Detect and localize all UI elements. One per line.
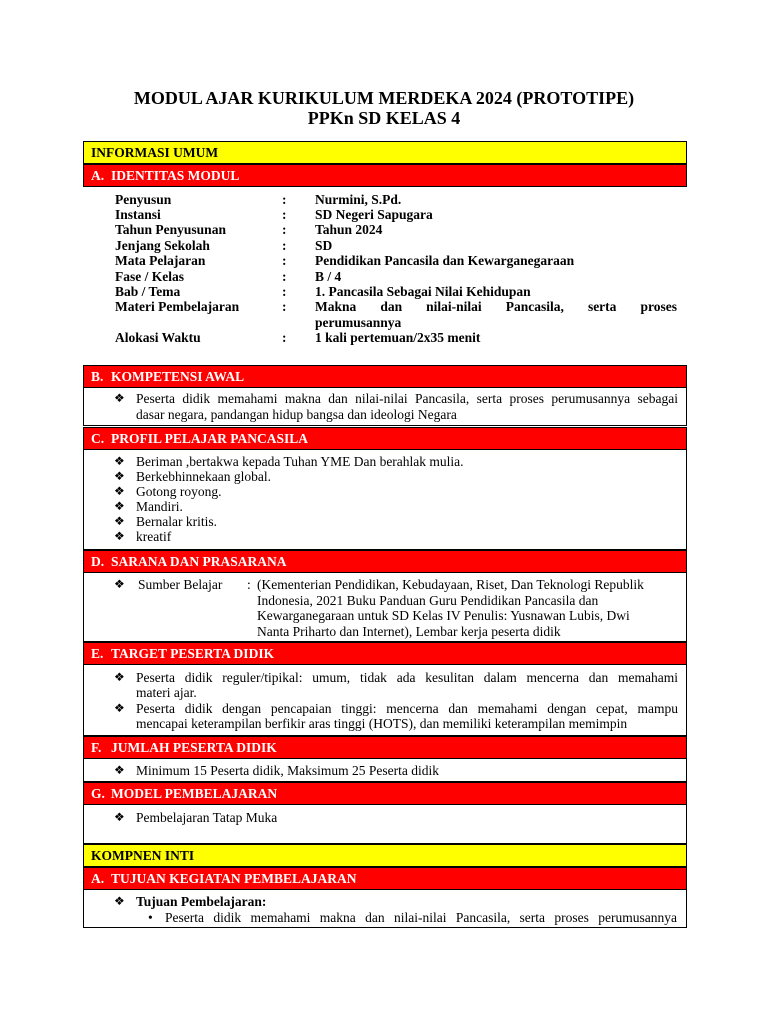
diamond-bullet-icon: ❖ xyxy=(114,810,125,824)
section-header-informasi-umum: INFORMASI UMUM xyxy=(83,141,687,164)
sumber-belajar-value: Indonesia, 2021 Buku Panduan Guru Pendidikan Pancasila dan xyxy=(257,593,599,608)
section-header-jumlah-peserta: F. JUMLAH PESERTA DIDIK xyxy=(83,736,687,759)
identity-colon: : xyxy=(282,299,287,314)
list-item-text: Peserta didik reguler/tipikal: umum, tidak ada kesulitan dalam mencerna dan memahami xyxy=(136,670,678,685)
section-header-komponen-inti: KOMPNEN INTI xyxy=(83,844,687,867)
identity-label: Penyusun xyxy=(115,192,172,207)
identity-colon: : xyxy=(282,238,287,253)
diamond-bullet-icon: ❖ xyxy=(114,529,125,543)
round-bullet-icon: • xyxy=(148,910,153,925)
document-title: MODUL AJAR KURIKULUM MERDEKA 2024 (PROTOTIPE) xyxy=(133,88,635,108)
diamond-bullet-icon: ❖ xyxy=(114,894,125,908)
diamond-bullet-icon: ❖ xyxy=(114,391,125,405)
identity-value: Tahun 2024 xyxy=(315,222,383,237)
list-item-text: mencapai keterampilan berfikir aras tinggi (HOTS), dan memiliki keterampilan memimpin xyxy=(136,716,628,731)
list-item-text: Bernalar kritis. xyxy=(136,514,217,529)
identity-colon: : xyxy=(282,330,287,345)
identity-colon: : xyxy=(282,192,287,207)
document-subtitle: PPKn SD KELAS 4 xyxy=(307,108,461,128)
identity-colon: : xyxy=(282,207,287,222)
list-item-text: Mandiri. xyxy=(136,499,183,514)
section-header-identitas-modul: A. IDENTITAS MODUL xyxy=(83,164,687,187)
identity-colon: : xyxy=(282,222,287,237)
list-item-text: Peserta didik memahami makna dan nilai-nilai Pancasila, serta proses perumusannya sebagai xyxy=(136,391,678,406)
sumber-belajar-value: Kewarganegaraan untuk SD Kelas IV Penulis: Yusnawan Lubis, Dwi xyxy=(257,608,630,623)
identity-label: Tahun Penyusunan xyxy=(115,222,226,237)
section-header-kompetensi-awal: B. KOMPETENSI AWAL xyxy=(83,365,687,388)
section-header-tujuan-kegiatan: A. TUJUAN KEGIATAN PEMBELAJARAN xyxy=(83,867,687,890)
identity-value: Pendidikan Pancasila dan Kewarganegaraan xyxy=(315,253,575,268)
list-item-text: materi ajar. xyxy=(136,685,197,700)
diamond-bullet-icon: ❖ xyxy=(114,701,125,715)
section-header-model-pembelajaran: G. MODEL PEMBELAJARAN xyxy=(83,782,687,805)
list-item-text: Peserta didik memahami makna dan nilai-nilai Pancasila, serta proses perumusannya xyxy=(165,910,677,925)
identity-colon: : xyxy=(282,284,287,299)
sumber-belajar-label: Sumber Belajar xyxy=(138,577,223,592)
sumber-belajar-value: (Kementerian Pendidikan, Kebudayaan, Riset, Dan Teknologi Republik xyxy=(257,577,644,592)
diamond-bullet-icon: ❖ xyxy=(114,499,125,513)
diamond-bullet-icon: ❖ xyxy=(114,454,125,468)
identity-value: 1. Pancasila Sebagai Nilai Kehidupan xyxy=(315,284,531,299)
list-item-text: Pembelajaran Tatap Muka xyxy=(136,810,278,825)
diamond-bullet-icon: ❖ xyxy=(114,577,125,591)
identity-label: Instansi xyxy=(115,207,161,222)
sumber-belajar-value: Nanta Priharto dan Internet), Lembar kerja peserta didik xyxy=(257,624,561,639)
identity-colon: : xyxy=(282,253,287,268)
identity-value: SD Negeri Sapugara xyxy=(315,207,433,222)
identity-value: SD xyxy=(315,238,333,253)
list-item-text: Beriman ,bertakwa kepada Tuhan YME Dan berahlak mulia. xyxy=(136,454,464,469)
diamond-bullet-icon: ❖ xyxy=(114,469,125,483)
identity-label: Fase / Kelas xyxy=(115,269,184,284)
identity-value: 1 kali pertemuan/2x35 menit xyxy=(315,330,481,345)
identity-value: B / 4 xyxy=(315,269,342,284)
section-header-target-peserta: E. TARGET PESERTA DIDIK xyxy=(83,642,687,665)
tujuan-pembelajaran-heading: Tujuan Pembelajaran: xyxy=(136,894,267,909)
identity-label: Mata Pelajaran xyxy=(115,253,206,268)
diamond-bullet-icon: ❖ xyxy=(114,484,125,498)
list-item-text: kreatif xyxy=(136,529,172,544)
list-item-text: Minimum 15 Peserta didik, Maksimum 25 Peserta didik xyxy=(136,763,439,778)
diamond-bullet-icon: ❖ xyxy=(114,670,125,684)
identity-label: Jenjang Sekolah xyxy=(115,238,210,253)
diamond-bullet-icon: ❖ xyxy=(114,763,125,777)
identity-label: Bab / Tema xyxy=(115,284,181,299)
diamond-bullet-icon: ❖ xyxy=(114,514,125,528)
list-item-text: Peserta didik dengan pencapaian tinggi: mencerna dan memahami dengan cepat, mampu xyxy=(136,701,678,716)
list-item-text: Gotong royong. xyxy=(136,484,222,499)
identity-label: Materi Pembelajaran xyxy=(115,299,240,314)
identity-label: Alokasi Waktu xyxy=(115,330,201,345)
identity-value: Makna dan nilai-nilai Pancasila, serta proses xyxy=(315,299,677,314)
list-item-text: Berkebhinnekaan global. xyxy=(136,469,271,484)
sumber-belajar-colon: : xyxy=(247,577,251,592)
section-header-profil-pelajar: C. PROFIL PELAJAR PANCASILA xyxy=(83,427,687,450)
identity-colon: : xyxy=(282,269,287,284)
identity-value: Nurmini, S.Pd. xyxy=(315,192,402,207)
list-item-text: dasar negara, pandangan hidup bangsa dan ideologi Negara xyxy=(136,407,457,422)
section-header-sarana-prasarana: D. SARANA DAN PRASARANA xyxy=(83,550,687,573)
identity-value: perumusannya xyxy=(315,315,402,330)
